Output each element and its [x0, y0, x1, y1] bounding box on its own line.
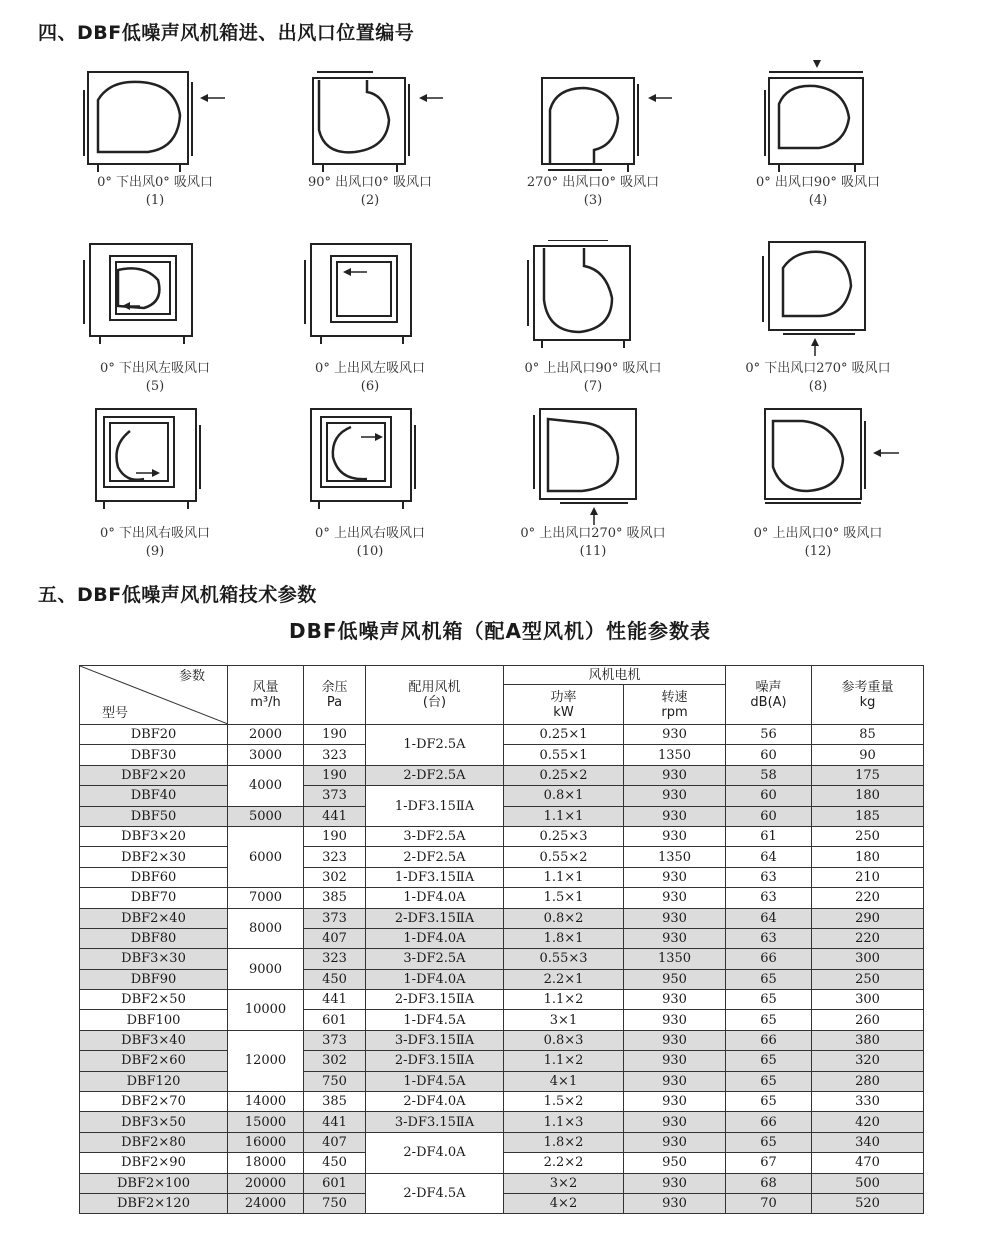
cell-pressure: 302: [304, 1051, 366, 1071]
cell-weight: 290: [812, 908, 924, 928]
diagram-6: [255, 240, 485, 420]
cell-fan: 3-DF2.5A: [366, 826, 504, 846]
cell-weight: 320: [812, 1051, 924, 1071]
corner-header-cell: [80, 666, 228, 725]
diagram-caption: 270° 出风口0° 吸风口: [526, 175, 660, 190]
table-row: [80, 888, 924, 908]
table-row: [80, 725, 924, 745]
cell-fan: 2-DF3.15ⅡA: [366, 908, 504, 928]
cell-weight: 175: [812, 765, 924, 785]
fan-box-diagram-icon: [703, 60, 933, 240]
cell-weight: 250: [812, 826, 924, 846]
diagram-number: (5): [145, 379, 165, 394]
diagram-caption: 0° 下出风0° 吸风口: [97, 175, 213, 190]
cell-airflow: 18000: [228, 1153, 304, 1173]
cell-weight: 300: [812, 949, 924, 969]
cell-noise: 64: [726, 908, 812, 928]
diagram-12: [703, 405, 933, 585]
cell-speed: 930: [624, 908, 726, 928]
diagram-3: [478, 60, 708, 240]
cell-weight: 180: [812, 786, 924, 806]
cell-fan: 1-DF3.15ⅡA: [366, 786, 504, 827]
cell-speed: 930: [624, 1030, 726, 1050]
cell-pressure: 323: [304, 745, 366, 765]
table-row: [80, 765, 924, 785]
cell-speed: 930: [624, 1071, 726, 1091]
cell-model: DBF40: [80, 786, 228, 806]
table-row: [80, 847, 924, 867]
diagram-number: (6): [360, 379, 380, 394]
cell-speed: 930: [624, 1010, 726, 1030]
cell-model: DBF50: [80, 806, 228, 826]
diagram-caption: 90° 出风口0° 吸风口: [307, 175, 433, 190]
cell-power: 0.8×2: [504, 908, 624, 928]
cell-model: DBF2×80: [80, 1132, 228, 1152]
cell-noise: 64: [726, 847, 812, 867]
cell-weight: 250: [812, 969, 924, 989]
diagram-caption: 0° 上出风右吸风口: [315, 526, 425, 541]
cell-pressure: 302: [304, 867, 366, 887]
diagram-number: (4): [808, 193, 828, 208]
cell-power: 0.55×3: [504, 949, 624, 969]
diagram-number: (3): [583, 193, 603, 208]
cell-airflow: 10000: [228, 990, 304, 1031]
cell-power: 0.8×3: [504, 1030, 624, 1050]
cell-fan: 1-DF3.15ⅡA: [366, 867, 504, 887]
table-row: [80, 786, 924, 806]
cell-power: 1.8×1: [504, 928, 624, 948]
cell-noise: 65: [726, 1010, 812, 1030]
cell-power: 1.1×3: [504, 1112, 624, 1132]
cell-noise: 65: [726, 1071, 812, 1091]
cell-noise: 63: [726, 888, 812, 908]
section-4-heading: 四、DBF低噪声风机箱进、出风口位置编号: [38, 22, 415, 44]
cell-model: DBF120: [80, 1071, 228, 1091]
cell-model: DBF20: [80, 725, 228, 745]
cell-weight: 220: [812, 928, 924, 948]
cell-speed: 930: [624, 928, 726, 948]
diagram-10: [255, 405, 485, 585]
header-airflow: 风量 m³/h: [228, 666, 304, 725]
cell-weight: 420: [812, 1112, 924, 1132]
cell-model: DBF3×50: [80, 1112, 228, 1132]
cell-power: 0.55×1: [504, 745, 624, 765]
cell-fan: 1-DF2.5A: [366, 725, 504, 766]
cell-pressure: 441: [304, 990, 366, 1010]
cell-speed: 930: [624, 725, 726, 745]
cell-model: DBF2×120: [80, 1193, 228, 1213]
fan-box-diagram-icon: [40, 60, 270, 240]
cell-weight: 340: [812, 1132, 924, 1152]
cell-fan: 2-DF4.0A: [366, 1132, 504, 1173]
cell-fan: 3-DF2.5A: [366, 949, 504, 969]
cell-speed: 930: [624, 867, 726, 887]
cell-power: 4×1: [504, 1071, 624, 1091]
cell-weight: 470: [812, 1153, 924, 1173]
table-row: [80, 949, 924, 969]
cell-speed: 930: [624, 1193, 726, 1213]
cell-power: 3×2: [504, 1173, 624, 1193]
cell-noise: 60: [726, 806, 812, 826]
diagram-number: (8): [808, 379, 828, 394]
table-row: [80, 1071, 924, 1091]
cell-fan: 1-DF4.0A: [366, 928, 504, 948]
cell-fan: 2-DF2.5A: [366, 847, 504, 867]
corner-header-model: 型号: [102, 706, 129, 721]
cell-power: 1.8×2: [504, 1132, 624, 1152]
diagram-number: (10): [356, 544, 384, 559]
cell-power: 1.1×2: [504, 1051, 624, 1071]
cell-model: DBF2×70: [80, 1092, 228, 1112]
diagram-caption: 0° 下出风右吸风口: [100, 526, 210, 541]
diagram-4: [703, 60, 933, 240]
performance-table: [79, 665, 924, 1214]
cell-pressure: 407: [304, 1132, 366, 1152]
cell-fan: 2-DF4.5A: [366, 1173, 504, 1214]
header-power: 功率 kW: [504, 685, 624, 725]
cell-power: 1.1×1: [504, 867, 624, 887]
cell-weight: 180: [812, 847, 924, 867]
cell-speed: 930: [624, 826, 726, 846]
table-row: [80, 1092, 924, 1112]
cell-weight: 220: [812, 888, 924, 908]
cell-noise: 66: [726, 1030, 812, 1050]
fan-box-diagram-icon: [255, 60, 485, 240]
cell-weight: 185: [812, 806, 924, 826]
cell-airflow: 5000: [228, 806, 304, 826]
cell-fan: 1-DF4.0A: [366, 969, 504, 989]
diagram-7: [478, 240, 708, 420]
section-5-heading: 五、DBF低噪声风机箱技术参数: [38, 584, 317, 606]
header-speed: 转速 rpm: [624, 685, 726, 725]
diagram-1: [40, 60, 270, 240]
header-fan: 配用风机 (台): [366, 666, 504, 725]
cell-noise: 66: [726, 1112, 812, 1132]
cell-weight: 85: [812, 725, 924, 745]
cell-pressure: 373: [304, 786, 366, 806]
cell-noise: 67: [726, 1153, 812, 1173]
cell-speed: 930: [624, 806, 726, 826]
cell-noise: 60: [726, 786, 812, 806]
cell-pressure: 450: [304, 969, 366, 989]
cell-airflow: 6000: [228, 826, 304, 887]
diagram-2: [255, 60, 485, 240]
cell-pressure: 750: [304, 1071, 366, 1091]
cell-pressure: 441: [304, 1112, 366, 1132]
cell-pressure: 323: [304, 949, 366, 969]
cell-model: DBF3×30: [80, 949, 228, 969]
cell-speed: 930: [624, 765, 726, 785]
cell-noise: 65: [726, 1092, 812, 1112]
cell-fan: 1-DF4.0A: [366, 888, 504, 908]
table-row: [80, 1010, 924, 1030]
cell-power: 4×2: [504, 1193, 624, 1213]
cell-power: 1.1×1: [504, 806, 624, 826]
cell-power: 1.1×2: [504, 990, 624, 1010]
table-row: [80, 1030, 924, 1050]
cell-fan: 2-DF4.0A: [366, 1092, 504, 1112]
cell-airflow: 3000: [228, 745, 304, 765]
cell-model: DBF2×100: [80, 1173, 228, 1193]
cell-pressure: 450: [304, 1153, 366, 1173]
cell-power: 2.2×1: [504, 969, 624, 989]
cell-airflow: 8000: [228, 908, 304, 949]
table-row: [80, 1051, 924, 1071]
diagram-number: (7): [583, 379, 603, 394]
cell-weight: 520: [812, 1193, 924, 1213]
cell-power: 0.25×3: [504, 826, 624, 846]
cell-power: 0.25×2: [504, 765, 624, 785]
cell-model: DBF60: [80, 867, 228, 887]
cell-pressure: 373: [304, 1030, 366, 1050]
cell-model: DBF90: [80, 969, 228, 989]
table-title: DBF低噪声风机箱（配A型风机）性能参数表: [289, 619, 711, 643]
cell-fan: 3-DF3.15ⅡA: [366, 1112, 504, 1132]
cell-model: DBF2×60: [80, 1051, 228, 1071]
cell-model: DBF100: [80, 1010, 228, 1030]
cell-noise: 65: [726, 1051, 812, 1071]
cell-speed: 950: [624, 1153, 726, 1173]
cell-airflow: 2000: [228, 725, 304, 745]
fan-box-diagram-icon: [478, 60, 708, 240]
cell-speed: 930: [624, 1051, 726, 1071]
table-row: [80, 867, 924, 887]
diagram-11: [478, 405, 708, 585]
cell-noise: 63: [726, 928, 812, 948]
diagram-number: (2): [360, 193, 380, 208]
cell-fan: 2-DF2.5A: [366, 765, 504, 785]
header-weight: 参考重量 kg: [812, 666, 924, 725]
cell-model: DBF3×20: [80, 826, 228, 846]
cell-noise: 65: [726, 969, 812, 989]
diagram-9: [40, 405, 270, 585]
cell-noise: 65: [726, 990, 812, 1010]
cell-model: DBF2×50: [80, 990, 228, 1010]
cell-speed: 930: [624, 1112, 726, 1132]
cell-airflow: 24000: [228, 1193, 304, 1213]
header-pressure: 余压 Pa: [304, 666, 366, 725]
cell-airflow: 20000: [228, 1173, 304, 1193]
diagram-caption: 0° 下出风口270° 吸风口: [745, 361, 891, 376]
cell-pressure: 601: [304, 1173, 366, 1193]
cell-model: DBF2×40: [80, 908, 228, 928]
cell-pressure: 373: [304, 908, 366, 928]
diagram-caption: 0° 上出风口90° 吸风口: [524, 361, 662, 376]
cell-airflow: 7000: [228, 888, 304, 908]
header-noise: 噪声 dB(A): [726, 666, 812, 725]
cell-noise: 70: [726, 1193, 812, 1213]
cell-power: 2.2×2: [504, 1153, 624, 1173]
cell-noise: 56: [726, 725, 812, 745]
cell-model: DBF2×90: [80, 1153, 228, 1173]
cell-airflow: 9000: [228, 949, 304, 990]
diagram-8: [703, 240, 933, 420]
cell-pressure: 385: [304, 1092, 366, 1112]
diagram-number: (1): [145, 193, 165, 208]
cell-weight: 260: [812, 1010, 924, 1030]
diagram-caption: 0° 上出风左吸风口: [315, 361, 425, 376]
header-motor: 风机电机: [504, 666, 726, 685]
cell-power: 3×1: [504, 1010, 624, 1030]
cell-power: 1.5×1: [504, 888, 624, 908]
cell-noise: 66: [726, 949, 812, 969]
cell-fan: 1-DF4.5A: [366, 1010, 504, 1030]
table-row: [80, 908, 924, 928]
cell-speed: 930: [624, 1173, 726, 1193]
cell-fan: 2-DF3.15ⅡA: [366, 990, 504, 1010]
cell-speed: 950: [624, 969, 726, 989]
cell-pressure: 190: [304, 765, 366, 785]
cell-model: DBF2×30: [80, 847, 228, 867]
cell-airflow: 14000: [228, 1092, 304, 1112]
cell-pressure: 190: [304, 725, 366, 745]
diagram-number: (11): [579, 544, 607, 559]
diagram-caption: 0° 下出风左吸风口: [100, 361, 210, 376]
cell-noise: 63: [726, 867, 812, 887]
cell-weight: 330: [812, 1092, 924, 1112]
cell-noise: 65: [726, 1132, 812, 1152]
cell-model: DBF2×20: [80, 765, 228, 785]
diagram-number: (12): [804, 544, 832, 559]
cell-noise: 60: [726, 745, 812, 765]
cell-pressure: 601: [304, 1010, 366, 1030]
cell-airflow: 12000: [228, 1030, 304, 1091]
cell-pressure: 385: [304, 888, 366, 908]
cell-power: 0.55×2: [504, 847, 624, 867]
cell-model: DBF3×40: [80, 1030, 228, 1050]
cell-power: 0.8×1: [504, 786, 624, 806]
cell-airflow: 15000: [228, 1112, 304, 1132]
cell-fan: 2-DF3.15ⅡA: [366, 1051, 504, 1071]
cell-pressure: 441: [304, 806, 366, 826]
cell-model: DBF30: [80, 745, 228, 765]
table-row: [80, 1132, 924, 1152]
diagram-caption: 0° 出风口90° 吸风口: [755, 175, 881, 190]
cell-fan: 1-DF4.5A: [366, 1071, 504, 1091]
cell-pressure: 407: [304, 928, 366, 948]
cell-speed: 930: [624, 990, 726, 1010]
cell-speed: 930: [624, 1092, 726, 1112]
cell-airflow: 16000: [228, 1132, 304, 1152]
cell-airflow: 4000: [228, 765, 304, 806]
diagram-caption: 0° 上出风口0° 吸风口: [753, 526, 883, 541]
cell-pressure: 323: [304, 847, 366, 867]
table-row: [80, 1112, 924, 1132]
cell-model: DBF70: [80, 888, 228, 908]
cell-speed: 930: [624, 786, 726, 806]
cell-speed: 1350: [624, 949, 726, 969]
table-row: [80, 1173, 924, 1193]
cell-weight: 90: [812, 745, 924, 765]
cell-power: 1.5×2: [504, 1092, 624, 1112]
cell-speed: 1350: [624, 847, 726, 867]
cell-power: 0.25×1: [504, 725, 624, 745]
cell-speed: 1350: [624, 745, 726, 765]
corner-header-params: 参数: [178, 669, 205, 684]
cell-weight: 380: [812, 1030, 924, 1050]
cell-model: DBF80: [80, 928, 228, 948]
cell-weight: 210: [812, 867, 924, 887]
cell-weight: 500: [812, 1173, 924, 1193]
table-row: [80, 969, 924, 989]
cell-noise: 61: [726, 826, 812, 846]
cell-weight: 280: [812, 1071, 924, 1091]
cell-speed: 930: [624, 888, 726, 908]
cell-fan: 3-DF3.15ⅡA: [366, 1030, 504, 1050]
table-row: [80, 826, 924, 846]
cell-pressure: 190: [304, 826, 366, 846]
cell-noise: 58: [726, 765, 812, 785]
cell-pressure: 750: [304, 1193, 366, 1213]
table-row: [80, 928, 924, 948]
cell-speed: 930: [624, 1132, 726, 1152]
diagram-5: [40, 240, 270, 420]
cell-noise: 68: [726, 1173, 812, 1193]
cell-weight: 300: [812, 990, 924, 1010]
table-row: [80, 990, 924, 1010]
diagram-number: (9): [145, 544, 165, 559]
diagram-caption: 0° 上出风口270° 吸风口: [520, 526, 666, 541]
